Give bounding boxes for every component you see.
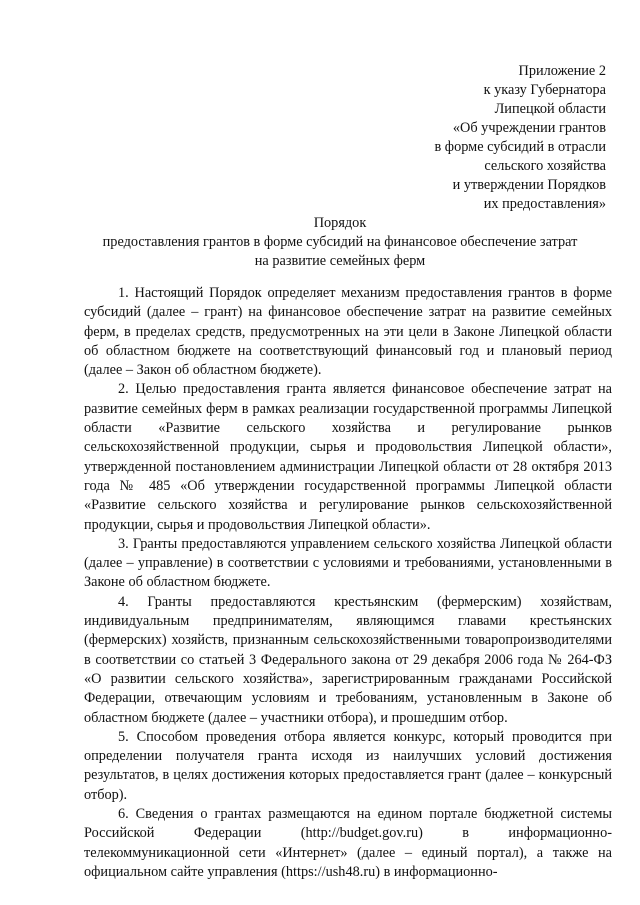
paragraph-3: 3. Гранты предоставляются управлением сельского хозяйства Липецкой области (далее – управление) в соответствии с условиями и требованиями, установленными в Законе об областном бюджете. bbox=[84, 535, 612, 591]
paragraph-5: 5. Способом проведения отбора является конкурс, который проводится при определении получателя гранта исходя из наилучших условий достижения результатов, в целях достижения которых предоставляется грант (далее – конкурсный отбор). bbox=[84, 728, 612, 803]
paragraph-1: 1. Настоящий Порядок определяет механизм предоставления грантов в форме субсидий (далее – грант) на финансовое обеспечение затрат на развитие семейных ферм, в пределах средств, предусмотренных на эти цели в Законе Липецкой области об областном бюджете на соответствующий финансовый год и плановый период (далее – Закон об областном бюджете). bbox=[84, 285, 612, 379]
appendix-line: Липецкой области bbox=[494, 101, 606, 117]
appendix-header bbox=[434, 62, 606, 214]
title-line-3: на развитие семейных ферм bbox=[254, 253, 426, 269]
document-body bbox=[84, 284, 612, 882]
title-line-2: предоставления грантов в форме субсидий на финансовое обеспечение затрат bbox=[102, 234, 578, 250]
appendix-line: сельского хозяйства bbox=[484, 158, 606, 174]
appendix-line: и утверждении Порядков bbox=[452, 177, 606, 193]
title-line-1: Порядок bbox=[313, 215, 367, 231]
appendix-line: «Об учреждении грантов bbox=[452, 120, 606, 136]
paragraph-6: 6. Сведения о грантах размещаются на едином портале бюджетной системы Российской Федерации (http://budget.gov.ru) в информационно-телекоммуникационной сети «Интернет» (далее – единый портал), а также на официальном сайте управления (https://ush48.ru) в информационно- bbox=[84, 806, 612, 880]
appendix-line: их предоставления» bbox=[483, 196, 606, 212]
paragraph-2: 2. Целью предоставления гранта является финансовое обеспечение затрат на развитие семейных ферм в рамках реализации государственной программы Липецкой области «Развитие сельского хозяйства и регулирование рынков сельскохозяйственной продукции, сырья и продовольствия Липецкой области», утвержденной постановлением администрации Липецкой области от 28 октября 2013 года № 485 «Об утверждении государственной программы Липецкой области «Развитие сельского хозяйства и регулирование рынков сельскохозяйственной продукции, сырья и продовольствия Липецкой области». bbox=[84, 381, 612, 533]
appendix-line: к указу Губернатора bbox=[483, 82, 606, 98]
paragraph-4: 4. Гранты предоставляются крестьянским (фермерским) хозяйствам, индивидуальным предпринимателям, являющимся главами крестьянских (фермерских) хозяйств, признанным сельскохозяйственными товаропроизводителями в соответствии со статьей 3 Федерального закона от 29 декабря 2006 года № 264-ФЗ «О развитии сельского хозяйства», зарегистрированным гражданами Российской Федерации, отвечающим условиям и требованиям, установленным в Законе об областном бюджете (далее – участники отбора), и прошедшим отбор. bbox=[84, 593, 612, 726]
appendix-line: Приложение 2 bbox=[518, 63, 606, 79]
appendix-line: в форме субсидий в отрасли bbox=[434, 139, 606, 155]
document-title bbox=[60, 214, 620, 271]
